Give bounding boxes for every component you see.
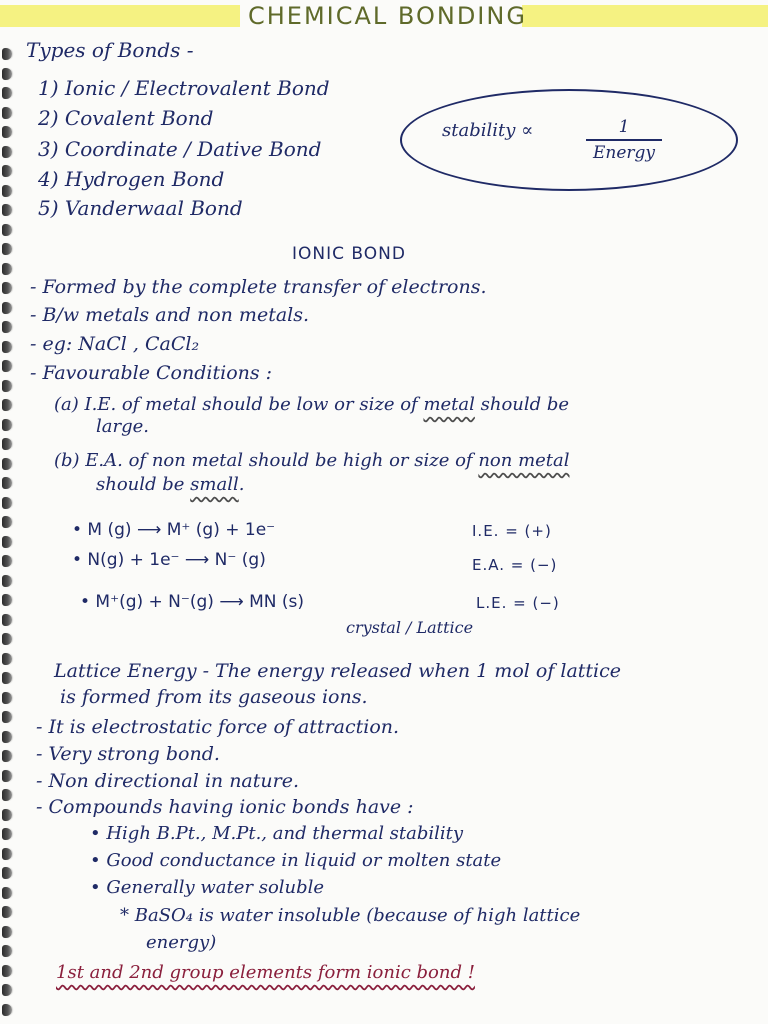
note-insoluble: * BaSO₄ is water insoluble (because of high lattice <box>120 905 581 926</box>
spiral-hole <box>2 711 12 723</box>
condition-a-underlined: metal <box>423 394 475 415</box>
equation-lattice-caption: crystal / Lattice <box>346 618 474 637</box>
spiral-hole <box>2 438 12 450</box>
type-item-4: 4) Hydrogen Bond <box>38 167 225 191</box>
spiral-hole <box>2 243 12 255</box>
note-insoluble-2: energy) <box>146 932 217 953</box>
spiral-hole <box>2 68 12 80</box>
spiral-hole <box>2 126 12 138</box>
property-2: • Good conductance in liquid or molten state <box>90 850 502 871</box>
lattice-point-1: - It is electrostatic force of attraction. <box>36 716 400 738</box>
equation-lattice-value: L.E. = (−) <box>476 594 560 612</box>
lattice-point-4: - Compounds having ionic bonds have : <box>36 796 414 818</box>
condition-b-underlined-2: small <box>190 474 239 495</box>
condition-a-text: (a) I.E. of metal should be low or size of <box>54 394 418 415</box>
spiral-hole <box>2 770 12 782</box>
spiral-hole <box>2 107 12 119</box>
ionic-point-1: - Formed by the complete transfer of electrons. <box>30 276 487 298</box>
spiral-hole <box>2 887 12 899</box>
spiral-hole <box>2 848 12 860</box>
ionic-point-4: - Favourable Conditions : <box>30 362 273 384</box>
spiral-hole <box>2 906 12 918</box>
fraction-denominator: Energy <box>592 143 656 163</box>
spiral-hole <box>2 536 12 548</box>
spiral-hole <box>2 87 12 99</box>
page-title: CHEMICAL BONDING <box>248 2 527 30</box>
spiral-hole <box>2 399 12 411</box>
equation-electron-affinity: • N(g) + 1e⁻ ⟶ N⁻ (g) <box>72 550 266 570</box>
spiral-hole <box>2 341 12 353</box>
spiral-hole <box>2 380 12 392</box>
spiral-hole <box>2 672 12 684</box>
condition-a-line-2: large. <box>96 416 149 437</box>
spiral-hole <box>2 984 12 996</box>
property-1: • High B.Pt., M.Pt., and thermal stability <box>90 823 464 844</box>
spiral-hole <box>2 692 12 704</box>
spiral-hole <box>2 477 12 489</box>
spiral-hole <box>2 575 12 587</box>
spiral-hole <box>2 653 12 665</box>
spiral-hole <box>2 282 12 294</box>
spiral-hole <box>2 945 12 957</box>
spiral-hole <box>2 750 12 762</box>
condition-b-period: . <box>238 474 245 495</box>
spiral-hole <box>2 185 12 197</box>
spiral-hole <box>2 419 12 431</box>
ionic-point-3: - eg: NaCl , CaCl₂ <box>30 333 200 355</box>
type-item-3: 3) Coordinate / Dative Bond <box>38 137 322 161</box>
spiral-hole <box>2 828 12 840</box>
fraction-numerator: 1 <box>586 117 662 141</box>
stability-label: stability ∝ <box>442 120 534 141</box>
condition-a-text-2: should be <box>480 394 570 415</box>
stability-fraction <box>586 117 662 163</box>
title-highlight-right <box>522 5 768 27</box>
spiral-hole <box>2 497 12 509</box>
spiral-hole <box>2 165 12 177</box>
spiral-hole <box>2 321 12 333</box>
type-item-5: 5) Vanderwaal Bond <box>38 196 243 220</box>
spiral-hole <box>2 809 12 821</box>
spiral-hole <box>2 926 12 938</box>
footer-note: 1st and 2nd group elements form ionic bond ! <box>56 962 475 983</box>
spiral-hole <box>2 302 12 314</box>
spiral-hole <box>2 204 12 216</box>
spiral-hole <box>2 965 12 977</box>
spiral-hole <box>2 263 12 275</box>
spiral-hole <box>2 360 12 372</box>
spiral-hole <box>2 633 12 645</box>
spiral-hole <box>2 48 12 60</box>
spiral-hole <box>2 594 12 606</box>
condition-b-underlined: non metal <box>478 450 570 471</box>
lattice-energy-definition-2: is formed from its gaseous ions. <box>60 686 368 708</box>
lattice-point-2: - Very strong bond. <box>36 743 220 765</box>
lattice-energy-definition: Lattice Energy - The energy released when 1 mol of lattice <box>54 660 622 682</box>
types-heading: Types of Bonds - <box>26 38 194 62</box>
spiral-hole <box>2 146 12 158</box>
lattice-point-3: - Non directional in nature. <box>36 770 299 792</box>
spiral-hole <box>2 555 12 567</box>
spiral-hole <box>2 458 12 470</box>
title-highlight-left <box>0 5 240 27</box>
ionic-point-2: - B/w metals and non metals. <box>30 304 310 326</box>
equation-electron-affinity-value: E.A. = (−) <box>472 556 558 574</box>
condition-b-text: (b) E.A. of non metal should be high or size of <box>54 450 473 471</box>
equation-ionization: • M (g) ⟶ M⁺ (g) + 1e⁻ <box>72 520 276 540</box>
condition-b-text-2: should be <box>96 474 185 495</box>
condition-b <box>54 450 570 471</box>
spiral-hole <box>2 614 12 626</box>
spiral-hole <box>2 731 12 743</box>
type-item-1: 1) Ionic / Electrovalent Bond <box>38 76 330 100</box>
condition-b-line-2 <box>96 474 244 495</box>
condition-a <box>54 394 569 415</box>
spiral-hole <box>2 867 12 879</box>
spiral-hole <box>2 789 12 801</box>
property-3: • Generally water soluble <box>90 877 325 898</box>
spiral-binding <box>0 0 22 1024</box>
type-item-2: 2) Covalent Bond <box>38 106 214 130</box>
spiral-hole <box>2 1004 12 1016</box>
ionic-heading: IONIC BOND <box>292 244 406 264</box>
spiral-hole <box>2 224 12 236</box>
equation-lattice: • M⁺(g) + N⁻(g) ⟶ MN (s) <box>80 592 305 612</box>
equation-ionization-value: I.E. = (+) <box>472 522 552 540</box>
spiral-hole <box>2 516 12 528</box>
